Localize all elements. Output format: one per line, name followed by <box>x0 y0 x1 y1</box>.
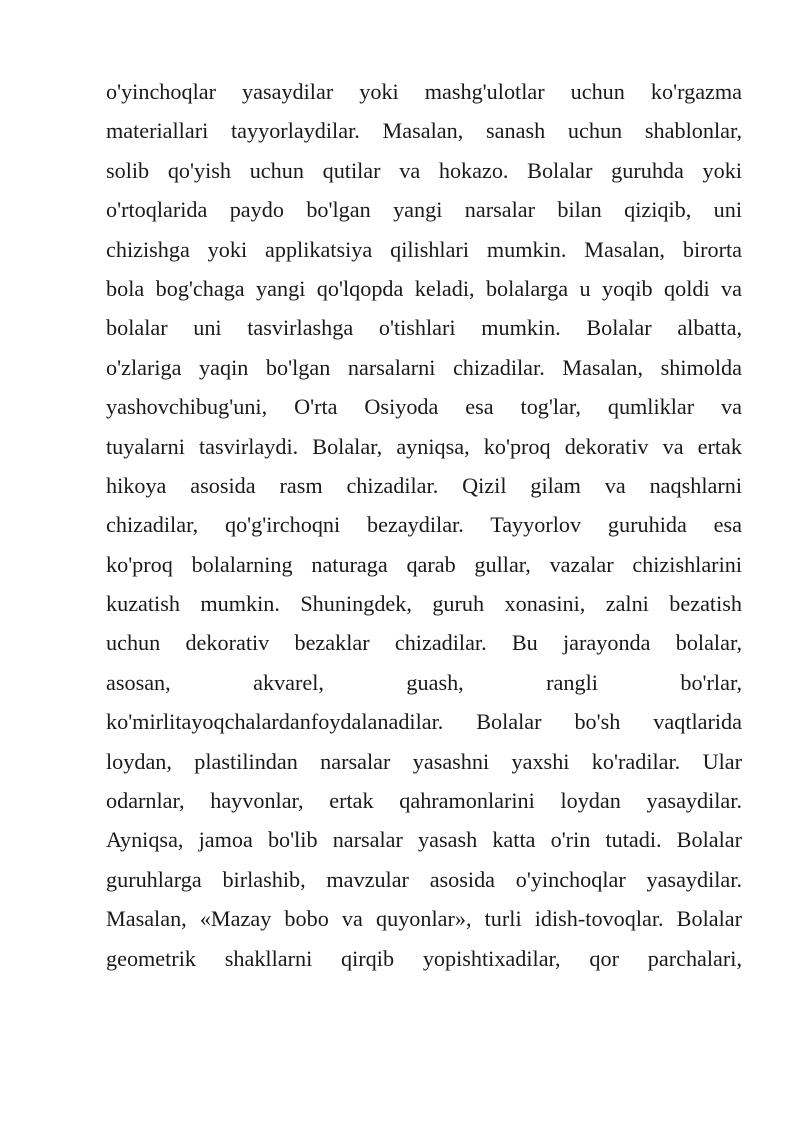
text-line: kuzatish mumkin. Shuningdek, guruh xonasini, zalni bezatish <box>106 591 742 617</box>
text-line: bolalar uni tasvirlashga o'tishlari mumkin. Bolalar albatta, <box>106 315 742 341</box>
text-line: chizadilar, qo'g'irchoqni bezaydilar. Tayyorlov guruhida esa <box>106 512 742 538</box>
text-line: Masalan, «Mazay bobo va quyonlar», turli idish-tovoqlar. Bolalar <box>106 906 742 932</box>
text-line: bola bog'chaga yangi qo'lqopda keladi, bolalarga u yoqib qoldi va <box>106 275 742 301</box>
text-line: hikoya asosida rasm chizadilar. Qizil gilam va naqshlarni <box>106 472 742 498</box>
text-line: odarnlar, hayvonlar, ertak qahramonlarini loydan yasaydilar. <box>106 788 742 814</box>
text-line: Ayniqsa, jamoa bo'lib narsalar yasash katta o'rin tutadi. Bolalar <box>106 827 742 853</box>
text-line: chizishga yoki applikatsiya qilishlari mumkin. Masalan, birorta <box>106 236 742 262</box>
text-line: solib qo'yish uchun qutilar va hokazo. Bolalar guruhda yoki <box>106 157 742 183</box>
text-line: ko'mirlitayoqchalardanfoydalanadilar. Bolalar bo'sh vaqtlarida <box>106 709 742 735</box>
text-line: o'zlariga yaqin bo'lgan narsalarni chizadilar. Masalan, shimolda <box>106 354 742 380</box>
text-line: guruhlarga birlashib, mavzular asosida o'yinchoqlar yasaydilar. <box>106 866 742 892</box>
text-line: asosan, akvarel, guash, rangli bo'rlar, <box>106 669 742 695</box>
text-line: o'rtoqlarida paydo bo'lgan yangi narsalar bilan qiziqib, uni <box>106 197 742 223</box>
text-line: materiallari tayyorlaydilar. Masalan, sanash uchun shablonlar, <box>106 118 742 144</box>
text-line: geometrik shakllarni qirqib yopishtixadilar, qor parchalari, <box>106 945 742 971</box>
text-line: loydan, plastilindan narsalar yasashni yaxshi ko'radilar. Ular <box>106 748 742 774</box>
body-paragraph <box>106 72 742 978</box>
text-line: uchun dekorativ bezaklar chizadilar. Bu jarayonda bolalar, <box>106 630 742 656</box>
text-line: ko'proq bolalarning naturaga qarab gullar, vazalar chizishlarini <box>106 551 742 577</box>
text-line: o'yinchoqlar yasaydilar yoki mashg'ulotlar uchun ko'rgazma <box>106 79 742 104</box>
text-line: tuyalarni tasvirlaydi. Bolalar, ayniqsa, ko'proq dekorativ va ertak <box>106 433 742 459</box>
text-line: yashovchibug'uni, O'rta Osiyoda esa tog'lar, qumliklar va <box>106 394 742 420</box>
